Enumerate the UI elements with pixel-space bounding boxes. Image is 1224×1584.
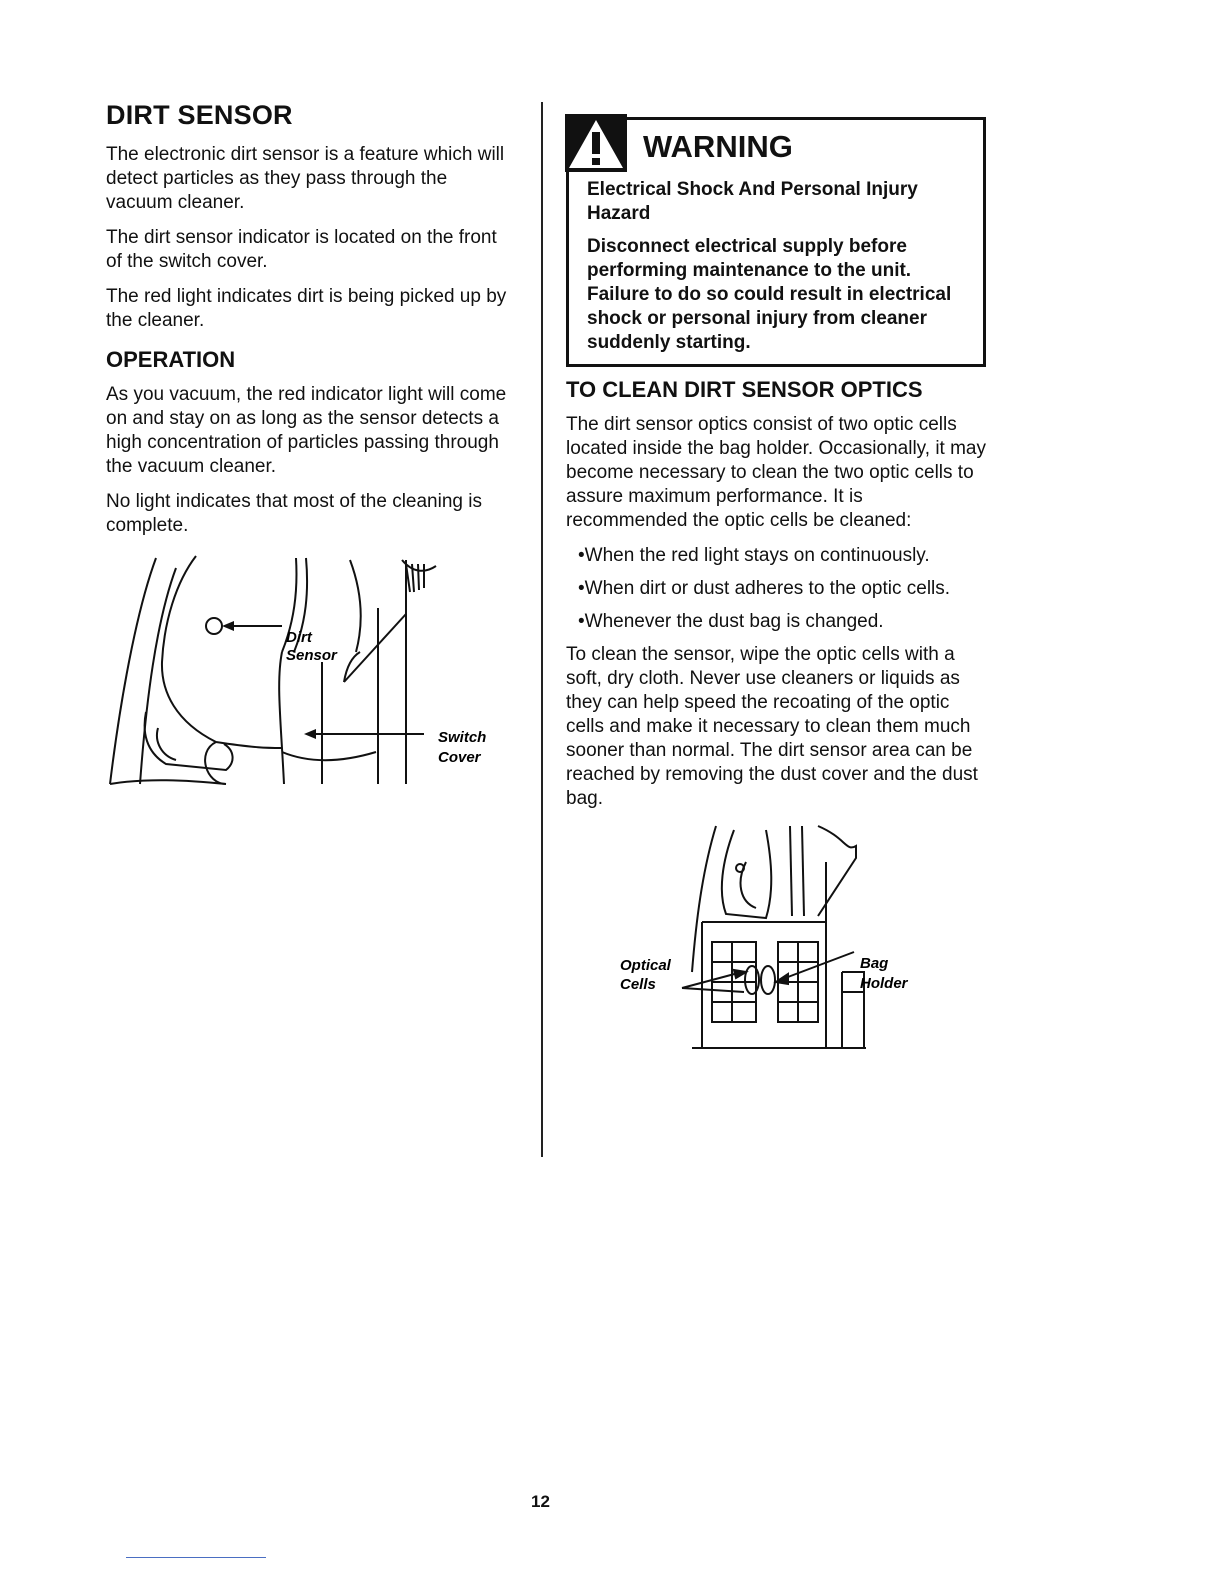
intro-paragraph-2: The dirt sensor indicator is located on the front of the switch cover. [106,227,497,272]
warning-box [566,117,986,367]
label-switch: Switch [438,729,487,746]
intro-paragraph-3: The red light indicates dirt is being picked up by the cleaner. [106,286,507,331]
page-number: 12 [531,1492,550,1511]
column-divider [541,102,543,1157]
bullet-1: •When the red light stays on continuously. [578,545,930,566]
operation-paragraph-2: No light indicates that most of the cleaning is complete. [106,491,482,536]
left-column [106,100,516,792]
warning-title: WARNING [643,129,793,164]
operation-paragraph-1: As you vacuum, the red indicator light will come on and stay on as long as the sensor detects a high concentration of particles passing through the vacuum cleaner. [106,384,507,477]
bag-holder-illustration [692,826,866,1048]
bullet-3: •Whenever the dust bag is changed. [578,611,884,632]
right-column [566,100,986,1054]
warning-text: Disconnect electrical supply before performing maintenance to the unit. Failure to do so could result in electrical shock or personal injury from cleaner suddenly starting. [587,236,952,353]
cleaning-paragraph: To clean the sensor, wipe the optic cells with a soft, dry cloth. Never use cleaners or liquids as they can help speed the recoating of the optic cells and make it necessary to clean them much sooner than normal. The dirt sensor area can be reached by removing the dust cover and the dust bag. [566,644,978,809]
dirt-sensor-heading: DIRT SENSOR [106,100,293,130]
label-optical: Optical [620,957,671,974]
warning-hazard: Electrical Shock And Personal Injury Hazard [587,179,918,224]
label-bag: Bag [860,955,889,972]
optic-cells-figure [606,822,966,1054]
dirt-sensor-arrow-icon [222,621,282,631]
label-dirt: Dirt [286,629,312,646]
optic-cell-right-icon [761,966,775,994]
warning-header [565,114,793,172]
vacuum-switch-illustration [110,556,436,784]
dirt-sensor-figure [106,552,506,792]
optics-intro: The dirt sensor optics consist of two optic cells located inside the bag holder. Occasionally, it may become necessary to clean the two optic cells to assure maximum performance. It is recommended the optic cells be cleaned: [566,414,986,531]
warning-triangle-icon [565,114,635,172]
label-sensor: Sensor [286,647,337,664]
bullet-2: •When dirt or dust adheres to the optic cells. [578,578,951,599]
intro-paragraph-1: The electronic dirt sensor is a feature which will detect particles as they pass through the vacuum cleaner. [106,144,505,213]
dirt-sensor-light-icon [206,618,222,634]
footer-rule [126,1557,266,1558]
clean-optics-heading: TO CLEAN DIRT SENSOR OPTICS [566,377,923,402]
label-cover: Cover [438,749,481,766]
warning-body [587,178,967,364]
operation-heading: OPERATION [106,347,236,372]
label-cells: Cells [620,976,656,993]
label-holder: Holder [860,975,908,992]
